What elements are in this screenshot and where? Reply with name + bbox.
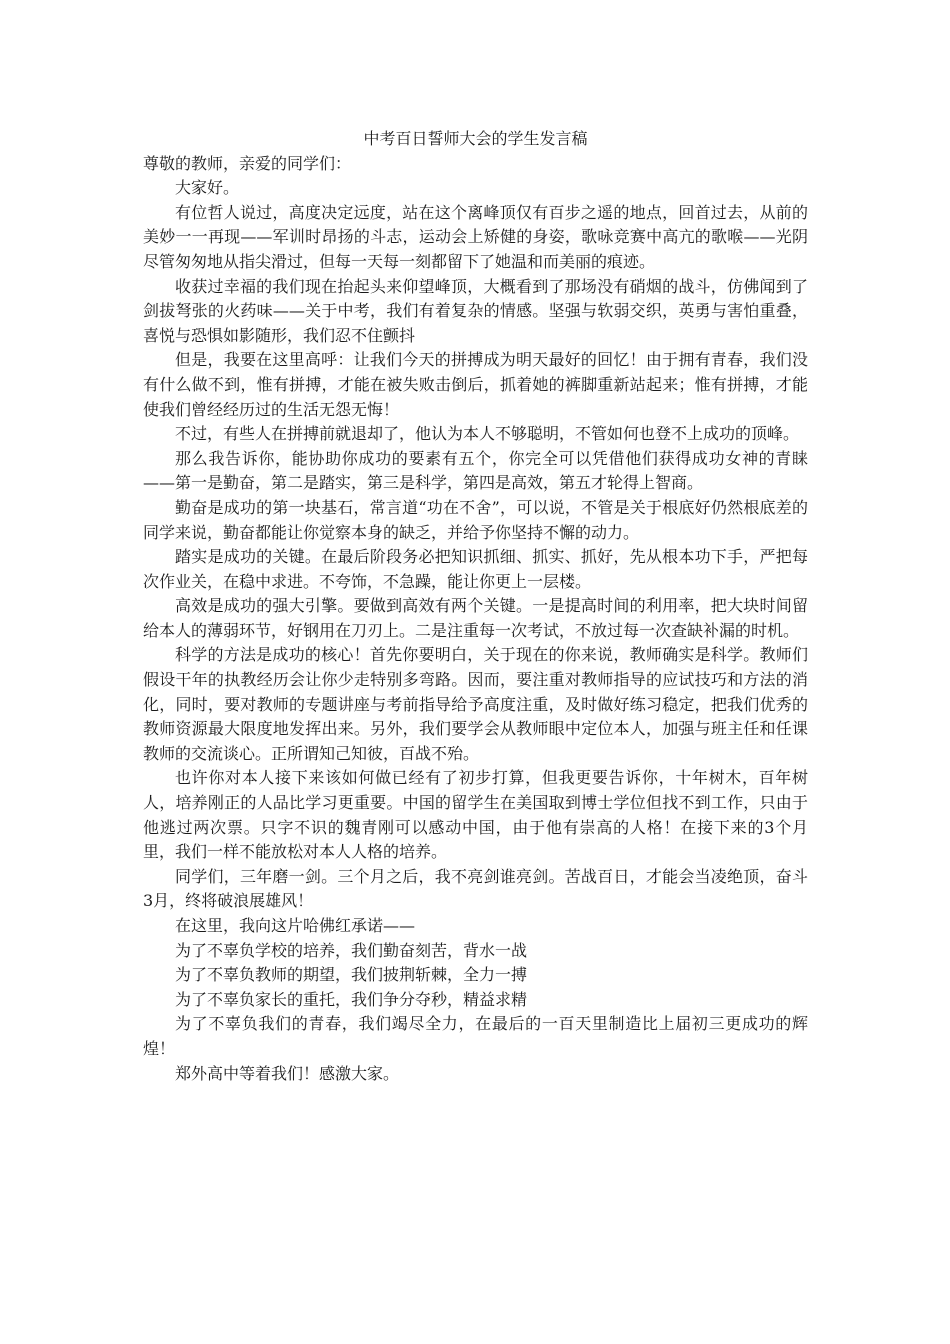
paragraph: 勤奋是成功的第一块基石，常言道“功在不舍”，可以说，不管是关于根底好仍然根底差的同学来说，勤奋都能让你觉察本身的缺乏，并给予你坚持不懈的动力。 [143, 497, 808, 542]
paragraph: 有位哲人说过，高度决定远度，站在这个离峰顶仅有百步之遥的地点，回首过去，从前的美妙一一再现——军训时昂扬的斗志，运动会上矫健的身姿，歌咏竞赛中高亢的歌喉——光阴尽管匆匆地从指尖滑过，但每一天每一刻都留下了她温和而美丽的痕迹。 [143, 202, 808, 271]
salutation: 尊敬的教师，亲爱的同学们： [143, 153, 352, 173]
paragraph: 科学的方法是成功的核心！首先你要明白，关于现在的你来说，教师确实是科学。教师们假设干年的执教经历会让你少走特别多弯路。因而，要注重对教师指导的应试技巧和方法的消化，同时，要对教师的专题讲座与考前指导给予高度注重，及时做好练习稳定，把我们优秀的教师资源最大限度地发挥出来。另外，我们要学会从教师眼中定位本人，加强与班主任和任课教师的交流谈心。正所谓知己知彼，百战不殆。 [143, 645, 808, 763]
paragraph: 收获过幸福的我们现在抬起头来仰望峰顶，大概看到了那场没有硝烟的战斗，仿佛闻到了剑拔弩张的火药味——关于中考，我们有着复杂的情感。坚强与软弱交织，英勇与害怕重叠，喜悦与恐惧如影随形，我们忍不住颤抖 [143, 276, 808, 345]
paragraph: 但是，我要在这里高呼：让我们今天的拼搏成为明天最好的回忆！由于拥有青春，我们没有什么做不到，惟有拼搏，才能在被失败击倒后，抓着她的裤脚重新站起来；惟有拼搏，才能使我们曾经经历过的生活无怨无悔！ [143, 350, 808, 419]
paragraph: 大家好。 [175, 178, 240, 198]
paragraph: 在这里，我向这片哈佛红承诺—— [175, 916, 416, 935]
paragraph: 同学们，三年磨一剑。三个月之后，我不亮剑谁亮剑。苦战百日，才能会当凌绝顶，奋斗3月，终将破浪展雄风！ [143, 866, 808, 911]
paragraph: 那么我告诉你，能协助你成功的要素有五个，你完全可以凭借他们获得成功女神的青睐——第一是勤奋，第二是踏实，第三是科学，第四是高效，第五才轮得上智商。 [143, 448, 808, 493]
pledge-line: 为了不辜负学校的培养，我们勤奋刻苦，背水一战 [175, 940, 528, 960]
paragraph: 也许你对本人接下来该如何做已经有了初步打算，但我更要告诉你，十年树木，百年树人，培养刚正的人品比学习更重要。中国的留学生在美国取到博士学位但找不到工作，只由于他逃过两次票。只字不识的魏青刚可以感动中国，由于他有崇高的人格！在接下来的3个月里，我们一样不能放松对本人人格的培养。 [143, 768, 808, 862]
paragraph: 高效是成功的强大引擎。要做到高效有两个关键。一是提高时间的利用率，把大块时间留给本人的薄弱环节，好钢用在刀刃上。二是注重每一次考试，不放过每一次查缺补漏的时机。 [143, 596, 808, 640]
paragraph: 踏实是成功的关键。在最后阶段务必把知识抓细、抓实、抓好，先从根本功下手，严把每次作业关，在稳中求进。不夸饰，不急躁，能让你更上一层楼。 [143, 547, 808, 591]
pledge-line: 为了不辜负我们的青春，我们竭尽全力，在最后的一百天里制造比上届初三更成功的辉煌！ [143, 1014, 808, 1058]
paragraph: 不过，有些人在拼搏前就退却了，他认为本人不够聪明，不管如何也登不上成功的顶峰。 [175, 424, 800, 444]
pledge-line: 为了不辜负家长的重托，我们争分夺秒，精益求精 [175, 989, 528, 1009]
pledge-line: 为了不辜负教师的期望，我们披荆斩棘，全力一搏 [175, 965, 528, 985]
closing-line: 郑外高中等着我们！感激大家。 [175, 1063, 400, 1083]
document-title: 中考百日誓师大会的学生发言稿 [363, 129, 588, 148]
document-body [143, 127, 808, 1086]
